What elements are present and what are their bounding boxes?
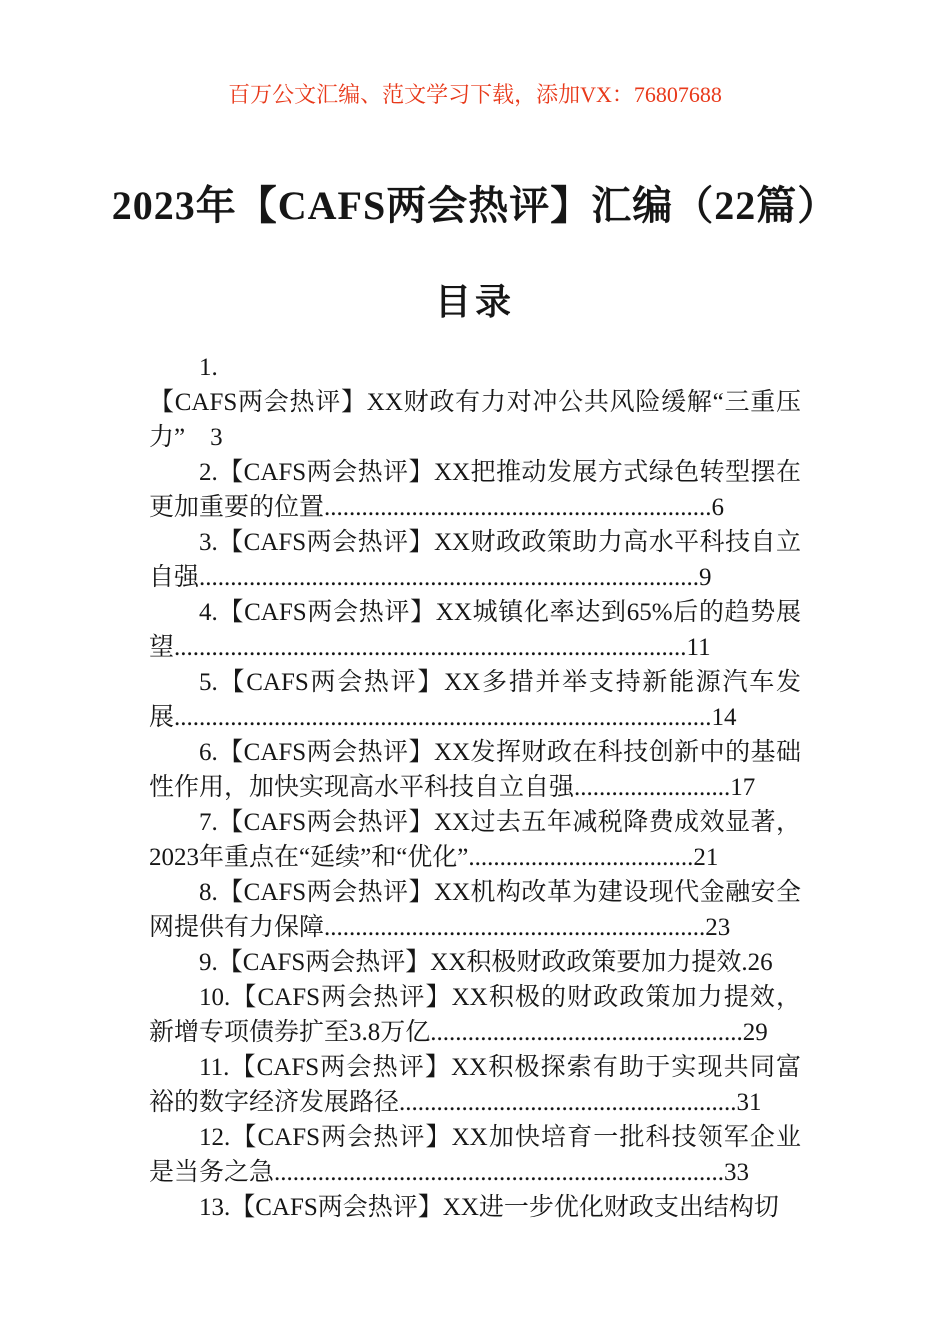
promo-header: 百万公文汇编、范文学习下载，添加VX：76807688 [228,82,722,107]
toc-heading: 目录 [434,282,515,322]
document-title: 2023年【CAFS两会热评】汇编（22篇） [111,183,839,228]
toc-entry: 13.【CAFS两会热评】XX进一步优化财政支出结构切 [199,1194,779,1221]
toc-entry: 7.【CAFS两会热评】XX过去五年减税降费成效显著，2023年重点在“延续”和“优化”....................................21 [149,809,801,871]
toc-entry: 8.【CAFS两会热评】XX机构改革为建设现代金融安全网提供有力保障.............................................................23 [149,879,801,941]
toc-entry: 6.【CAFS两会热评】XX发挥财政在科技创新中的基础性作用，加快实现高水平科技自立自强.........................17 [149,739,801,801]
toc-entry: 11.【CAFS两会热评】XX积极探索有助于实现共同富裕的数字经济发展路径......................................................31 [149,1054,801,1116]
toc-entry: 2.【CAFS两会热评】XX把推动发展方式绿色转型摆在更加重要的位置..............................................................6 [149,459,801,521]
toc-entry: 5.【CAFS两会热评】XX多措并举支持新能源汽车发展......................................................................................14 [149,669,801,731]
toc-list [149,350,801,1225]
toc-entry: 3.【CAFS两会热评】XX财政政策助力高水平科技自立自强................................................................................9 [149,529,801,591]
toc-entry: 10.【CAFS两会热评】XX积极的财政政策加力提效，新增专项债券扩至3.8万亿..................................................29 [149,984,801,1046]
toc-entry: 4.【CAFS两会热评】XX城镇化率达到65%后的趋势展望..................................................................................11 [149,599,801,661]
toc-entry: 9.【CAFS两会热评】XX积极财政政策要加力提效.26 [199,949,773,976]
toc-entry: 12.【CAFS两会热评】XX加快培育一批科技领军企业是当务之急........................................................................33 [149,1124,801,1186]
toc-entry-number: 1. [199,354,218,381]
toc-entry: 【CAFS两会热评】XX财政有力对冲公共风险缓解“三重压力” 3 [149,389,801,451]
